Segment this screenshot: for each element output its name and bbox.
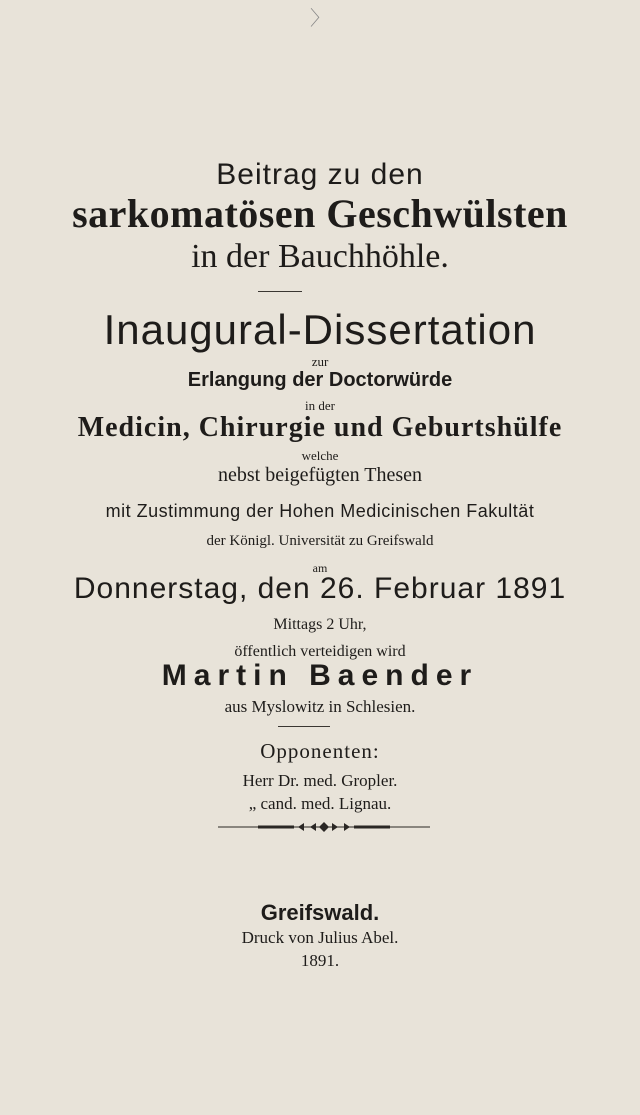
author-name: Martin Baender (161, 659, 479, 692)
time-line: Mittags 2 Uhr, (273, 616, 367, 633)
origin-line: aus Myslowitz in Schlesien. (224, 697, 416, 716)
defense-line: öffentlich verteidigen wird (234, 643, 406, 660)
divider-rule (278, 726, 330, 727)
imprint-printer: Druck von Julius Abel. (241, 928, 399, 947)
sub-title: in der Bauchhöhle. (191, 238, 449, 275)
date-line: Donnerstag, den 26. Februar 1891 (73, 572, 567, 605)
imprint-city: Greifswald. (260, 900, 380, 925)
ornament-rule-icon (218, 822, 430, 832)
am-line: am (312, 561, 328, 575)
divider-rule (258, 291, 302, 292)
fields-line: Medicin, Chirurgie und Geburtshülfe (77, 412, 563, 443)
opponents-heading: Opponenten: (260, 739, 380, 763)
dissertation-heading: Inaugural-Dissertation (103, 306, 537, 353)
approval-line: mit Zustimmung der Hohen Medicinischen Fakultät (105, 501, 535, 521)
main-title: sarkomatösen Geschwülsten (72, 191, 568, 236)
university-line: der Königl. Universität zu Greifswald (206, 533, 434, 549)
opponent-second: „ cand. med. Lignau. (248, 794, 392, 813)
imprint-year: 1891. (300, 951, 340, 970)
welche-line: welche (301, 448, 339, 463)
intro-line: Beitrag zu den (216, 158, 424, 191)
in-der-line: in der (305, 398, 335, 413)
zur-line: zur (311, 354, 329, 369)
pencil-mark: 〉 (310, 8, 330, 30)
theses-line: nebst beigefügten Thesen (217, 464, 422, 486)
opponent-first: Herr Dr. med. Gropler. (242, 771, 398, 790)
purpose-line: Erlangung der Doctorwürde (187, 369, 453, 391)
